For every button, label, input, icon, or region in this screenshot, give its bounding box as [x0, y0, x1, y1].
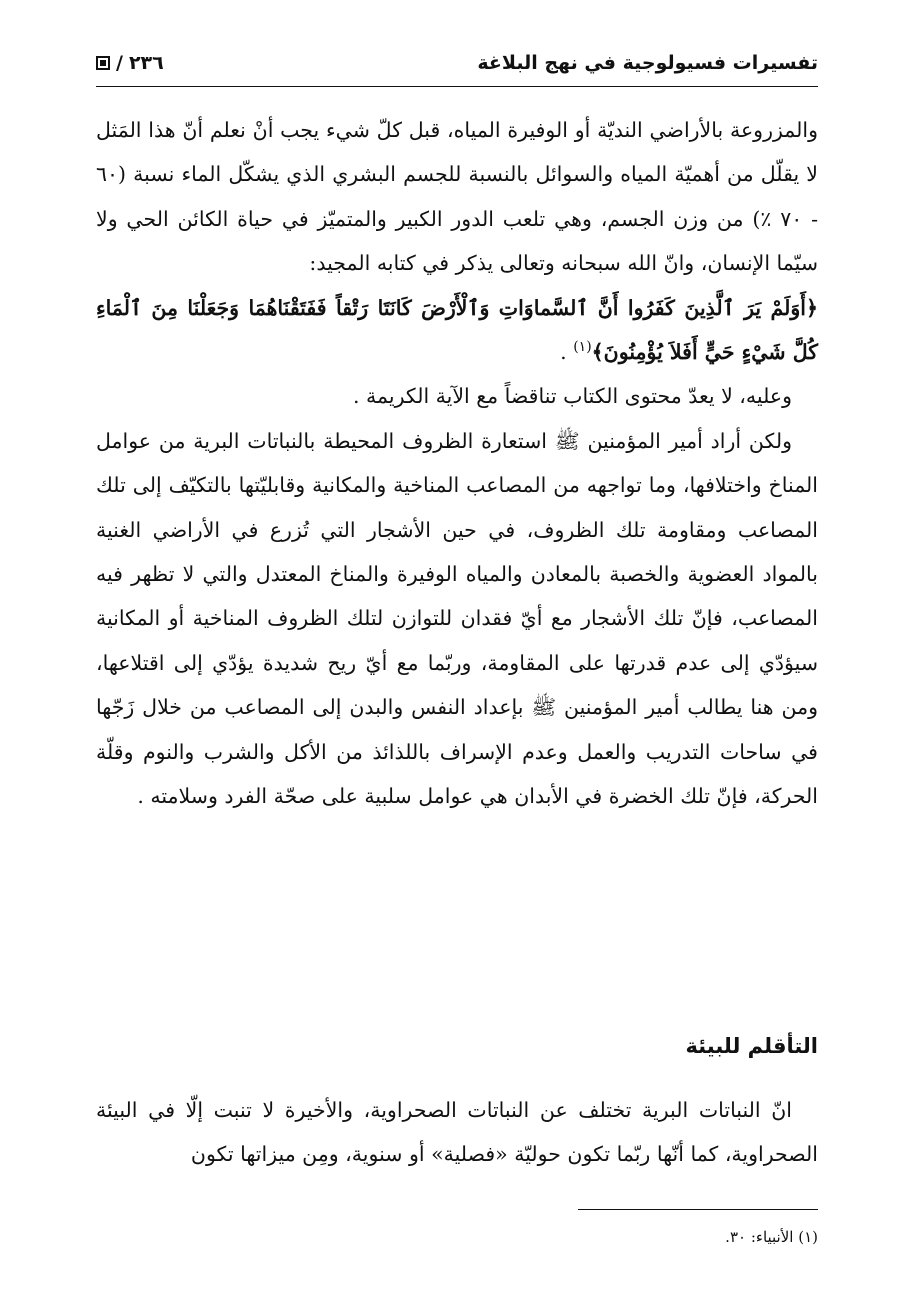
footnote: (١) الأنبياء: ٣٠. — [725, 1228, 818, 1246]
running-title: تفسيرات فسيولوجية في نهج البلاغة — [477, 52, 818, 74]
paragraph: وعليه، لا يعدّ محتوى الكتاب تناقضاً مع الآية الكريمة . — [352, 384, 792, 409]
main-text — [96, 108, 818, 819]
page-number-separator: / — [116, 52, 123, 74]
paragraph: والمزروعة بالأراضي النديّة أو الوفيرة المياه، قبل كلّ شيء يجب أنْ نعلم أنّ هذا المَثل لا يقلّل من أهميّة المياه والسوائل بالنسبة للجسم البشري الذي يشكّل الماء نسبة (٦٠ - ٧٠ ٪) من وزن الجسم، وهي تلعب الدور الكبير والمتميّز في حياة الكائن الحي ولا سيّما الإنسان، وانّ الله سبحانه وتعالى يذكر في كتابه المجيد: — [96, 118, 818, 276]
section-heading: التأقلم للبيئة — [685, 1034, 818, 1058]
page-number-group — [96, 52, 164, 74]
quran-text: ﴿أَوَلَمْ يَرَ ٱلَّذِينَ كَفَرُوا أَنَّ ٱلسَّماوَاتِ وَٱلْأَرْضَ كَانَتَا رَتْقاً فَفَتَقْنَاهُمَا وَجَعَلْنَا مِنَ ٱلْمَاءِ كُلَّ شَيْءٍ حَيٍّ أَفَلاَ يُؤْمِنُونَ﴾ — [96, 295, 818, 365]
quran-period: . — [560, 340, 567, 365]
footnote-reference: (١) — [573, 339, 592, 356]
quran-verse — [96, 286, 818, 375]
paragraph: انّ النباتات البرية تختلف عن النباتات الصحراوية، والأخيرة لا تنبت إلّا في البيئة الصحراوية، كما أنّها ربّما تكون حوليّة «فصلية» أو سنوية، ومِن ميزاتها تكون — [96, 1098, 818, 1167]
footnote-divider — [578, 1209, 818, 1210]
section-text — [96, 1088, 818, 1177]
page-header — [96, 46, 818, 87]
paragraph: ولكن أراد أمير المؤمنين ﷺ استعارة الظروف المحيطة بالنباتات البرية من عوامل المناخ واختلافها، وما تواجهه من المصاعب المناخية والمكانية وقابليّتها بالتكيّف إلى تلك المصاعب ومقاومة تلك الظروف، في حين الأشجار التي تُزرع في الأراضي الغنية بالمواد العضوية والخصبة بالمعادن والمياه الوفيرة والمناخ المعتدل والتي لا تظهر فيه المصاعب، فإنّ تلك الأشجار مع أيّ فقدان للتوازن لتلك الظروف المناخية أو المكانية سيؤدّي إلى عدم قدرتها على المقاومة، وربّما مع أيّ ريح شديدة يؤدّي إلى اقتلاعها، ومن هنا يطالب أمير المؤمنين ﷺ بإعداد النفس والبدن إلى المصاعب من خلال زَجّها في ساحات التدريب والعمل وعدم الإسراف باللذائذ من الأكل والشرب والنوم وقلّة الحركة، فإنّ تلك الخضرة في الأبدان هي عوامل سلبية على صحّة الفرد وسلامته . — [96, 428, 818, 809]
square-icon — [96, 56, 110, 70]
page-number: ٢٣٦ — [128, 52, 164, 74]
